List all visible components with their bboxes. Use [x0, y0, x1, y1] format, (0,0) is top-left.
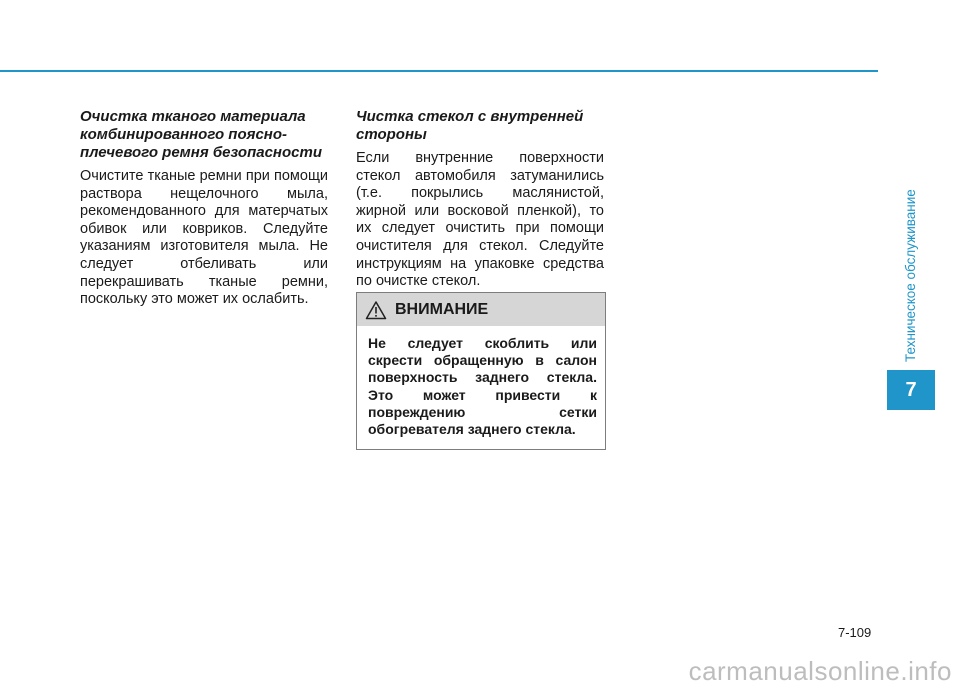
warning-title: ВНИМАНИЕ	[395, 300, 489, 318]
warning-box	[356, 292, 606, 450]
glass-cleaning-heading: Чистка стекол с внутренней стороны	[356, 108, 584, 143]
warning-triangle-icon	[365, 300, 387, 320]
header-rule	[0, 70, 878, 72]
watermark: carmanualsonline.info	[688, 656, 952, 686]
warning-header	[357, 293, 605, 326]
belt-cleaning-section	[80, 108, 328, 309]
glass-cleaning-section	[356, 108, 604, 291]
glass-cleaning-text: Если внутренние поверхности стекол автомобиля затуманились (т.е. покрылись маслянистой, жирной или восковой пленкой), то их следует очистить при помощи очистителя для стекол. Следуйте инструкциям на упаковке средства по очистке стекол.	[356, 150, 604, 290]
page-number: 7-109	[838, 625, 872, 640]
belt-cleaning-text: Очистите тканые ремни при помощи раствора нещелочного мыла, рекомендованного для матерчатых обивок или ковриков. Следуйте указаниям изготовителя мыла. Не следует отбеливать или перекрашивать тканые ремни, поскольку это может их ослабить.	[80, 168, 328, 308]
chapter-tab-label: Техническое обслуживание	[903, 189, 918, 362]
chapter-number-badge: 7	[887, 370, 935, 410]
warning-text: Не следует скоблить или скрести обращенную в салон поверхность заднего стекла. Это может привести к повреждению сетки обогревателя заднего стекла.	[368, 335, 597, 438]
belt-cleaning-heading: Очистка тканого материала комбинированного поясно-плечевого ремня безопасности	[80, 108, 322, 161]
